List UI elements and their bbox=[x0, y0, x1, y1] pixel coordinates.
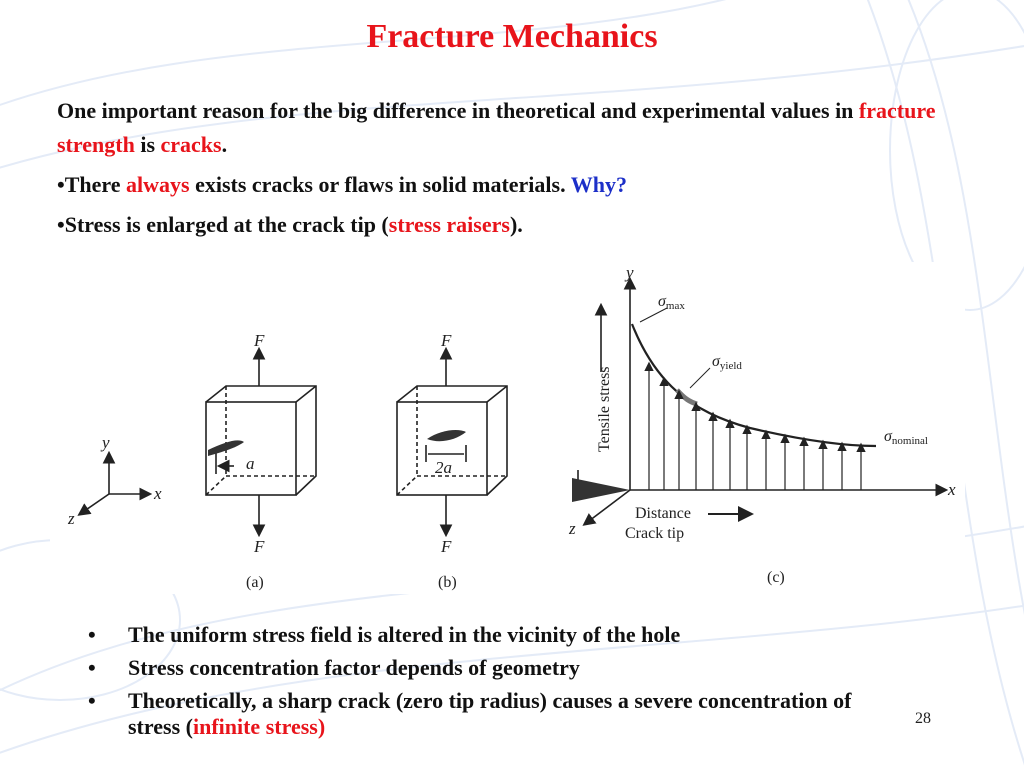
axis-label-x-left: x bbox=[154, 484, 162, 503]
bullet-highlight-infinite-stress: infinite stress bbox=[192, 714, 318, 739]
axis-label-z-right: z bbox=[569, 519, 576, 538]
caption-a: (a) bbox=[246, 574, 264, 591]
specimen-box-b bbox=[397, 350, 507, 534]
force-label-b-top: F bbox=[441, 331, 452, 350]
bullet-sharp-crack bbox=[88, 688, 888, 740]
force-label-a-top: F bbox=[254, 331, 265, 350]
sigma-max-label bbox=[658, 293, 685, 312]
bullet-mark: • bbox=[88, 655, 96, 680]
distance-label: Distance bbox=[635, 505, 691, 522]
bullet-concentration-factor bbox=[88, 655, 888, 681]
intro-text-1: One important reason for the big difference in theoretical and experimental values in bbox=[57, 98, 859, 123]
bullet-text: Theoretically, a sharp crack (zero tip radius) causes a severe concentration of stress ( bbox=[128, 688, 852, 739]
sigma-yield-label bbox=[712, 353, 742, 372]
caption-b: (b) bbox=[438, 574, 457, 591]
intro-paragraph bbox=[57, 94, 987, 162]
point1-highlight-always: always bbox=[126, 172, 190, 197]
bullet-text: Stress concentration factor depends of geometry bbox=[128, 655, 580, 680]
axis-label-y-left: y bbox=[102, 433, 110, 452]
crack-length-label-a: a bbox=[246, 454, 255, 473]
sigma-symbol-yield: σ bbox=[712, 353, 720, 370]
sigma-nominal-label bbox=[884, 428, 928, 447]
sigma-sub-nominal: nominal bbox=[891, 435, 928, 447]
point-stress-raisers bbox=[57, 212, 523, 238]
sigma-symbol-max: σ bbox=[658, 293, 666, 310]
point2-prefix: •Stress is enlarged at the crack tip ( bbox=[57, 212, 389, 237]
tensile-stress-label: Tensile stress bbox=[596, 366, 613, 452]
crack-stress-figure bbox=[50, 262, 965, 594]
bullet-text: The uniform stress field is altered in the vicinity of the hole bbox=[128, 622, 681, 647]
stress-distribution-graph bbox=[578, 280, 945, 524]
point2-suffix: ). bbox=[509, 212, 523, 237]
crack-tip-wedge bbox=[572, 478, 630, 502]
intro-highlight-fracture-strength: fracture strength bbox=[57, 98, 936, 157]
page-number: 28 bbox=[915, 710, 931, 727]
sigma-sub-yield: yield bbox=[719, 360, 742, 372]
crack-tip-label: Crack tip bbox=[625, 525, 685, 542]
specimen-box-a bbox=[206, 350, 316, 534]
bullet-suffix: ) bbox=[317, 714, 326, 739]
intro-text-3: . bbox=[221, 132, 228, 157]
bullet-mark: • bbox=[88, 622, 96, 647]
axis-label-x-right: x bbox=[948, 480, 956, 499]
intro-text-2: is bbox=[134, 132, 161, 157]
point-always-cracks bbox=[57, 172, 627, 198]
caption-c: (c) bbox=[767, 569, 785, 586]
point2-highlight-stress-raisers: stress raisers bbox=[388, 212, 510, 237]
force-label-a-bottom: F bbox=[254, 537, 265, 556]
point1-middle: exists cracks or flaws in solid materials. bbox=[189, 172, 571, 197]
crack-length-label-b: 2a bbox=[435, 458, 452, 477]
bullet-uniform-stress bbox=[88, 622, 888, 648]
sigma-symbol-nominal: σ bbox=[884, 428, 892, 445]
axis-label-z-left: z bbox=[68, 509, 75, 528]
stress-arrows bbox=[649, 364, 861, 490]
coordinate-axes-left bbox=[80, 454, 149, 514]
force-label-b-bottom: F bbox=[441, 537, 452, 556]
point1-question-why: Why? bbox=[570, 172, 627, 197]
axis-label-y-right: y bbox=[626, 263, 634, 282]
crack-center-b bbox=[427, 430, 466, 441]
slide-title: Fracture Mechanics bbox=[366, 18, 658, 55]
crack-edge-a bbox=[208, 440, 244, 456]
intro-highlight-cracks: cracks bbox=[160, 132, 222, 157]
bullet-mark: • bbox=[88, 688, 96, 713]
point1-prefix: •There bbox=[57, 172, 127, 197]
summary-bullet-list bbox=[88, 622, 888, 747]
sigma-sub-max: max bbox=[665, 300, 685, 312]
